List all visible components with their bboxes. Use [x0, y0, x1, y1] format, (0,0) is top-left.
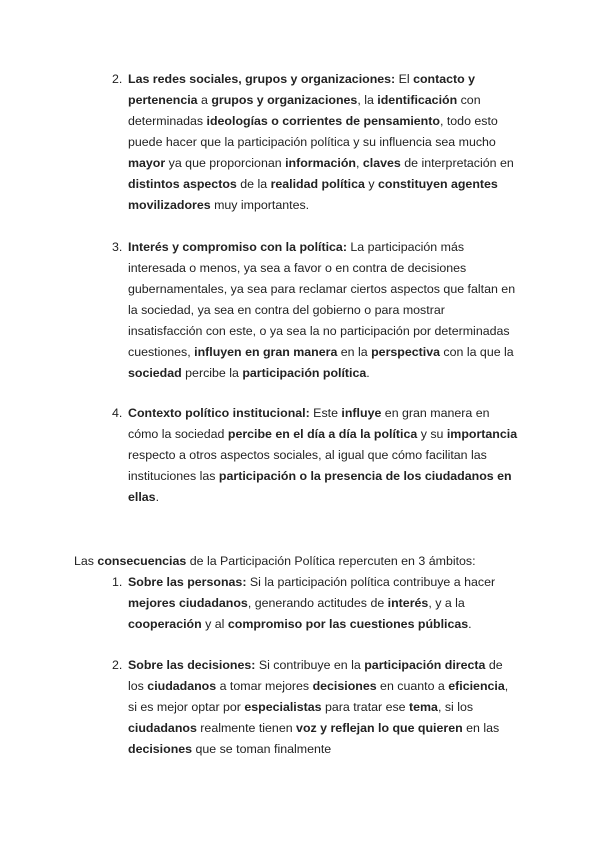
text-run: para tratar ese [321, 700, 410, 714]
text-run: gubernamentales, ya sea para reclamar ciertos aspectos que faltan en [128, 282, 516, 296]
factor-item-3 [112, 237, 528, 384]
text-run: Las [74, 554, 98, 568]
bold-text: ideologías o corrientes de pensamiento [206, 114, 440, 128]
text-run: , si los [437, 700, 474, 714]
text-run: en cuanto a [376, 679, 449, 693]
text-run: , la [357, 93, 378, 107]
item-text [128, 572, 528, 635]
text-line [128, 342, 528, 363]
text-run: muy importantes. [210, 198, 310, 212]
text-line [128, 300, 528, 321]
text-line [128, 279, 528, 300]
text-line [128, 90, 528, 111]
item-text [128, 403, 528, 508]
text-run: interesada o menos, ya sea a favor o en contra de decisiones [128, 261, 467, 275]
text-line [128, 174, 528, 195]
text-run: de interpretación en [400, 156, 514, 170]
text-run: determinadas [128, 114, 207, 128]
bold-text: identificación [377, 93, 458, 107]
text-line [128, 132, 528, 153]
text-run: con la que la [439, 345, 514, 359]
bold-text: sociedad [128, 366, 182, 380]
bold-text: participación directa [364, 658, 486, 672]
bold-text: tema [409, 700, 438, 714]
bold-text: voz y reflejan lo que quieren [296, 721, 463, 735]
list-number: 3. [112, 240, 123, 254]
bold-text: decisiones [128, 742, 193, 756]
bold-text: compromiso por las cuestiones públicas [227, 617, 469, 631]
list-number: 1. [112, 575, 123, 589]
text-line [128, 676, 528, 697]
text-line [128, 403, 528, 424]
bold-text: distintos aspectos [128, 177, 237, 191]
text-run: instituciones las [128, 469, 219, 483]
list-number: 2. [112, 658, 123, 672]
text-line [128, 739, 528, 760]
bold-text: constituyen agentes [378, 177, 498, 191]
list-number: 2. [112, 72, 123, 86]
text-line [128, 363, 528, 384]
text-run: . [468, 617, 472, 631]
text-run: puede hacer que la participación política y su influencia sea mucho [128, 135, 496, 149]
text-line [128, 655, 528, 676]
text-run: , generando actitudes de [247, 596, 388, 610]
text-run: , [504, 679, 509, 693]
text-run: cómo la sociedad [128, 427, 228, 441]
text-line [128, 614, 528, 635]
text-line [128, 111, 528, 132]
bold-text: pertenencia [128, 93, 198, 107]
text-run: cuestiones, [128, 345, 195, 359]
bold-text: contacto y [413, 72, 476, 86]
text-line [128, 572, 528, 593]
bold-text: consecuencias [97, 554, 187, 568]
factor-item-4 [112, 403, 528, 508]
text-line [128, 487, 528, 508]
text-run: de [485, 658, 503, 672]
text-run: , todo esto [439, 114, 498, 128]
text-run: la sociedad, ya sea en contra del gobierno o para mostrar [128, 303, 445, 317]
bold-text: importancia [446, 427, 518, 441]
bold-text: movilizadores [128, 198, 211, 212]
text-run: Si contribuye en la [255, 658, 365, 672]
bold-text: Sobre las decisiones: [128, 658, 256, 672]
bold-text: realidad política [270, 177, 365, 191]
text-run: los [128, 679, 148, 693]
consequence-item-2 [112, 655, 528, 760]
text-run: percibe la [181, 366, 243, 380]
bold-text: influyen en gran manera [194, 345, 338, 359]
bold-text: perspectiva [371, 345, 440, 359]
text-run: , [355, 156, 363, 170]
bold-text: Las redes sociales, grupos y organizaciones: [128, 72, 396, 86]
bold-text: influye [341, 406, 382, 420]
text-line [128, 718, 528, 739]
text-line [128, 258, 528, 279]
text-line [128, 321, 528, 342]
text-run: a tomar mejores [216, 679, 313, 693]
bold-text: interés [387, 596, 429, 610]
bold-text: ciudadanos [128, 721, 197, 735]
text-run: y su [417, 427, 447, 441]
text-line [128, 237, 528, 258]
text-run: La participación más [346, 240, 465, 254]
text-line [128, 195, 528, 216]
bold-text: Sobre las personas: [128, 575, 247, 589]
text-run: , y a la [428, 596, 465, 610]
text-run: en gran manera en [381, 406, 490, 420]
text-run: y [364, 177, 378, 191]
text-line [128, 697, 528, 718]
text-line [128, 466, 528, 487]
item-text [128, 655, 528, 760]
text-run: de la [236, 177, 271, 191]
bold-text: ellas [128, 490, 156, 504]
text-line [128, 153, 528, 174]
text-run: El [395, 72, 414, 86]
text-run: ya que proporcionan [165, 156, 286, 170]
bold-text: percibe en el día a día la política [227, 427, 418, 441]
text-run: con [457, 93, 481, 107]
bold-text: información [285, 156, 356, 170]
consequence-item-1 [112, 572, 528, 635]
text-line [128, 445, 528, 466]
bold-text: mayor [128, 156, 166, 170]
bold-text: especialistas [244, 700, 322, 714]
text-line [128, 69, 528, 90]
consequences-intro [74, 551, 476, 572]
item-text [128, 69, 528, 216]
text-run: . [366, 366, 370, 380]
bold-text: Contexto político institucional: [128, 406, 310, 420]
text-run: y al [201, 617, 228, 631]
bold-text: grupos y organizaciones [211, 93, 358, 107]
text-run: Si la participación política contribuye a hacer [246, 575, 496, 589]
text-line [128, 593, 528, 614]
text-run: en las [462, 721, 500, 735]
text-run: . [155, 490, 160, 504]
text-line [128, 424, 528, 445]
text-run: si es mejor optar por [128, 700, 245, 714]
text-run: insatisfacción con este, o ya sea la no participación por determinadas [128, 324, 510, 338]
factor-item-2 [112, 69, 528, 216]
bold-text: cooperación [128, 617, 202, 631]
list-number: 4. [112, 406, 123, 420]
text-run: que se toman finalmente [192, 742, 332, 756]
bold-text: participación o la presencia de los ciudadanos en [218, 469, 512, 483]
bold-text: mejores ciudadanos [128, 596, 248, 610]
bold-text: claves [362, 156, 401, 170]
text-run: Este [309, 406, 342, 420]
text-run: realmente tienen [196, 721, 297, 735]
bold-text: Interés y compromiso con la política: [128, 240, 347, 254]
bold-text: ciudadanos [147, 679, 217, 693]
text-run: en la [337, 345, 372, 359]
bold-text: eficiencia [448, 679, 505, 693]
bold-text: decisiones [312, 679, 377, 693]
text-run: a [197, 93, 212, 107]
text-run: respecto a otros aspectos sociales, al igual que cómo facilitan las [128, 448, 487, 462]
text-run: de la Participación Política repercuten en 3 ámbitos: [186, 554, 476, 568]
bold-text: participación política [242, 366, 367, 380]
item-text [128, 237, 528, 384]
